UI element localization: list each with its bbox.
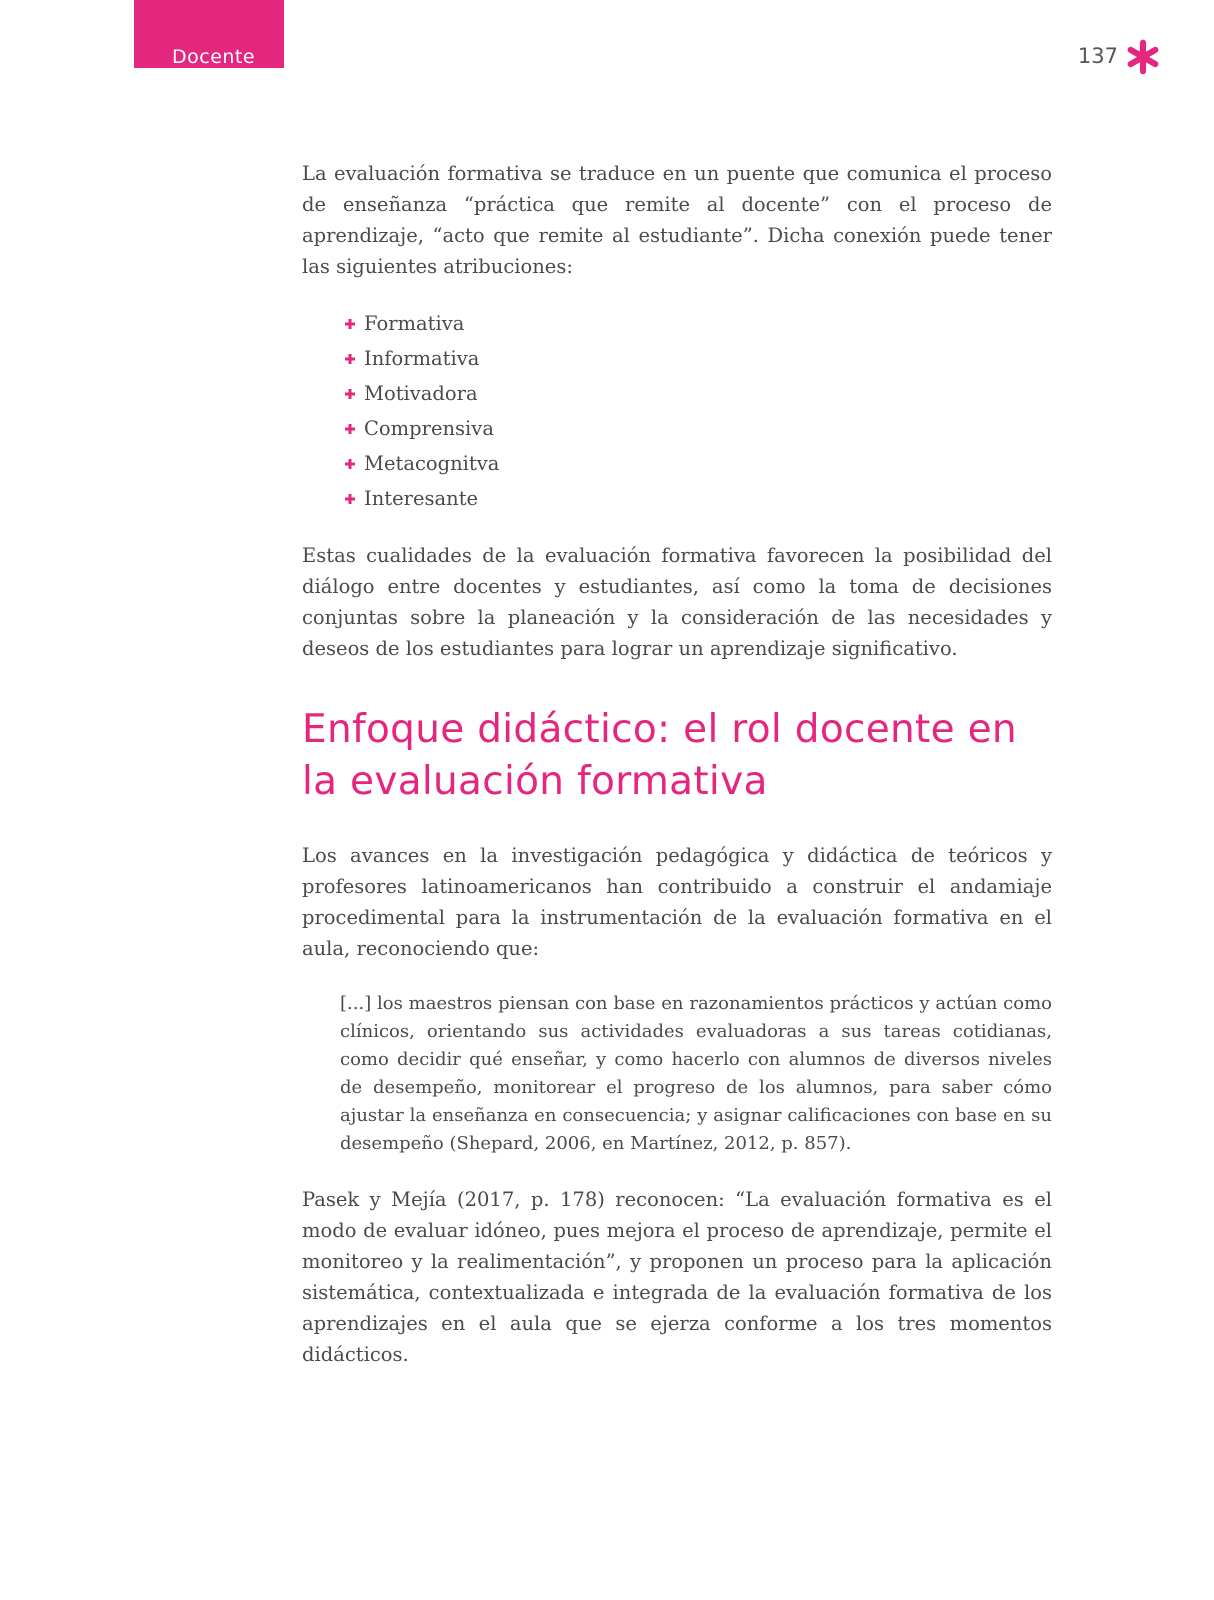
section-tab bbox=[134, 0, 284, 68]
advances-paragraph: Los avances en la investigación pedagógica y didáctica de teóricos y profesores latinoamericanos han contribuido a construir el andamiaje procedimental para la instrumentación de la evaluación formativa en el aula, reconociendo que: bbox=[302, 844, 1052, 960]
intro-paragraph: La evaluación formativa se traduce en un puente que comunica el proceso de enseñanza “práctica que remite al docente” con el proceso de aprendizaje, “acto que remite al estudiante”. Dicha conexión puede tener las siguientes atribuciones: bbox=[302, 162, 1052, 278]
qualities-paragraph: Estas cualidades de la evaluación formativa favorecen la posibilidad del diálogo entre docentes y estudiantes, así como la toma de decisiones conjuntas sobre la planeación y la consideración de las necesidades y deseos de los estudiantes para lograr un aprendizaje significativo. bbox=[302, 544, 1052, 660]
asterisk-icon bbox=[1124, 38, 1162, 76]
list-item bbox=[344, 446, 1052, 481]
list-item-label: Informativa bbox=[364, 347, 480, 370]
block-quote: [...] los maestros piensan con base en razonamientos prácticos y actúan como clínicos, orientando sus actividades evaluadoras a sus tareas cotidianas, como decidir qué enseñar, y como hacerlo con alumnos de diversos niveles de desempeño, monitorear el progreso de los alumnos, para saber cómo ajustar la enseñanza en consecuencia; y asignar calificaciones con base en su desempeño (Shepard, 2006, en Martínez, 2012, p. 857). bbox=[340, 993, 1052, 1154]
cross-bullet-icon bbox=[344, 353, 356, 365]
list-item bbox=[344, 481, 1052, 516]
list-item-label: Comprensiva bbox=[364, 417, 494, 440]
list-item bbox=[344, 306, 1052, 341]
list-item-label: Interesante bbox=[364, 487, 479, 510]
cross-bullet-icon bbox=[344, 388, 356, 400]
section-heading: Enfoque didáctico: el rol docente en la evaluación formativa bbox=[302, 707, 1017, 804]
list-item bbox=[344, 376, 1052, 411]
list-item bbox=[344, 341, 1052, 376]
section-tab-label: Docente bbox=[172, 46, 256, 68]
page-number: 137 bbox=[1077, 44, 1118, 68]
cross-bullet-icon bbox=[344, 493, 356, 505]
pasek-paragraph: Pasek y Mejía (2017, p. 178) reconocen: “La evaluación formativa es el modo de evaluar idóneo, pues mejora el proceso de aprendizaje, permite el monitoreo y la realimentación”, y proponen un proceso para la aplicación sistemática, contextualizada e integrada de la evaluación formativa de los aprendizajes en el aula que se ejerza conforme a los tres momentos didácticos. bbox=[302, 1188, 1052, 1366]
list-item-label: Motivadora bbox=[364, 382, 478, 405]
cross-bullet-icon bbox=[344, 423, 356, 435]
main-content bbox=[302, 158, 1052, 1370]
attributes-list bbox=[344, 306, 1052, 516]
list-item-label: Formativa bbox=[364, 312, 465, 335]
list-item bbox=[344, 411, 1052, 446]
cross-bullet-icon bbox=[344, 458, 356, 470]
list-item-label: Metacognitva bbox=[364, 452, 500, 475]
cross-bullet-icon bbox=[344, 318, 356, 330]
